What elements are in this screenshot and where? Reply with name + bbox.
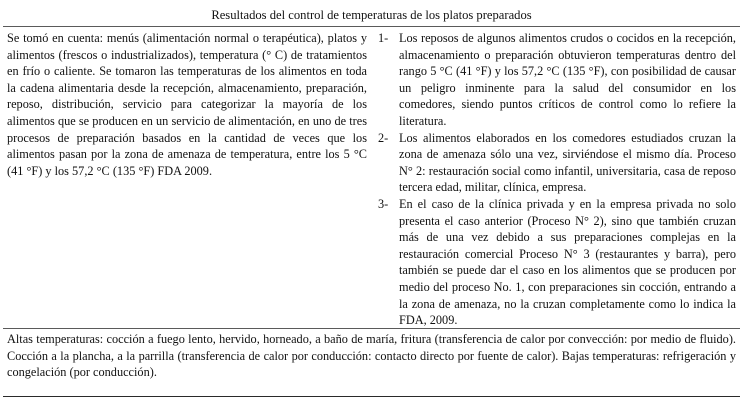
result-number: 1- — [378, 31, 389, 45]
result-text: Los reposos de algunos alimentos crudos o cocidos en la recepción, almacenamiento o preparación obtuvieron temperaturas dentro del rango 5 °C (41 °F) y los 57,2 °C (135 °F), con posibilidad de causar un peligro inminente para la salud del consumidor en los comedores, siendo puntos críticos de control como lo refiere la literatura. — [399, 31, 736, 128]
result-number: 2- — [378, 130, 389, 145]
result-text: En el caso de la clínica privada y en la empresa privada no solo presenta el caso anterior (Proceso N° 2), sino que también cruzan más de una vez debido a sus preparaciones complejas en la restauración comercial Proceso N° 3 (restaurantes y barra), pero también se puede dar el caso en los alimentos que se producen por medio del proceso No. 1, con preparaciones sin cocción, entrando a la zona de amenaza, no la cruzan completamente como lo indica la FDA, 2009. — [399, 196, 736, 328]
result-item-1 — [378, 30, 736, 130]
section-rule — [3, 328, 740, 329]
table-title: Resultados del control de temperaturas de los platos preparados — [211, 8, 532, 22]
result-text: Los alimentos elaborados en los comedores estudiados cruzan la zona de amenaza sólo una vez, sirviéndose el mismo día. Proceso N° 2: restauración social como infantil, universitaria, casa de reposo tercera edad, militar, clínica, empresa. — [399, 130, 736, 195]
temperature-notes: Altas temperaturas: cocción a fuego lento, hervido, horneado, a baño de maría, fritura (transferencia de calor por convección: por medio de fluido). Cocción a la plancha, a la parrilla (transferencia de calor por conducción: contacto directo por fuente de calor). Bajas temperaturas: refrigeración y congelación (por conducción). — [7, 332, 736, 380]
header-rule — [3, 26, 740, 27]
bottom-rule — [3, 396, 740, 397]
result-item-3 — [378, 196, 736, 329]
results-list — [378, 30, 736, 329]
result-item-2 — [378, 130, 736, 196]
methodology-text: Se tomó en cuenta: menús (alimentación normal o terapéutica), platos y alimentos (frescos o industrializados), temperatura (° C) de tratamientos en frío o caliente. Se tomaron las temperaturas de los alimentos en toda la cadena alimentaria desde la recepción, almacenamiento, preparación, reposo, distribución, servicio para categorizar la mayoría de los alimentos que se producen en un servicio de alimentación, en uno de tres procesos de preparación basados en la cantidad de veces que los alimentos pasan por la zona de amenaza de temperatura, entre los 5 °C (41 °F) y los 57,2 °C (135 °F) FDA 2009. — [7, 31, 367, 178]
result-number: 3- — [378, 196, 389, 211]
